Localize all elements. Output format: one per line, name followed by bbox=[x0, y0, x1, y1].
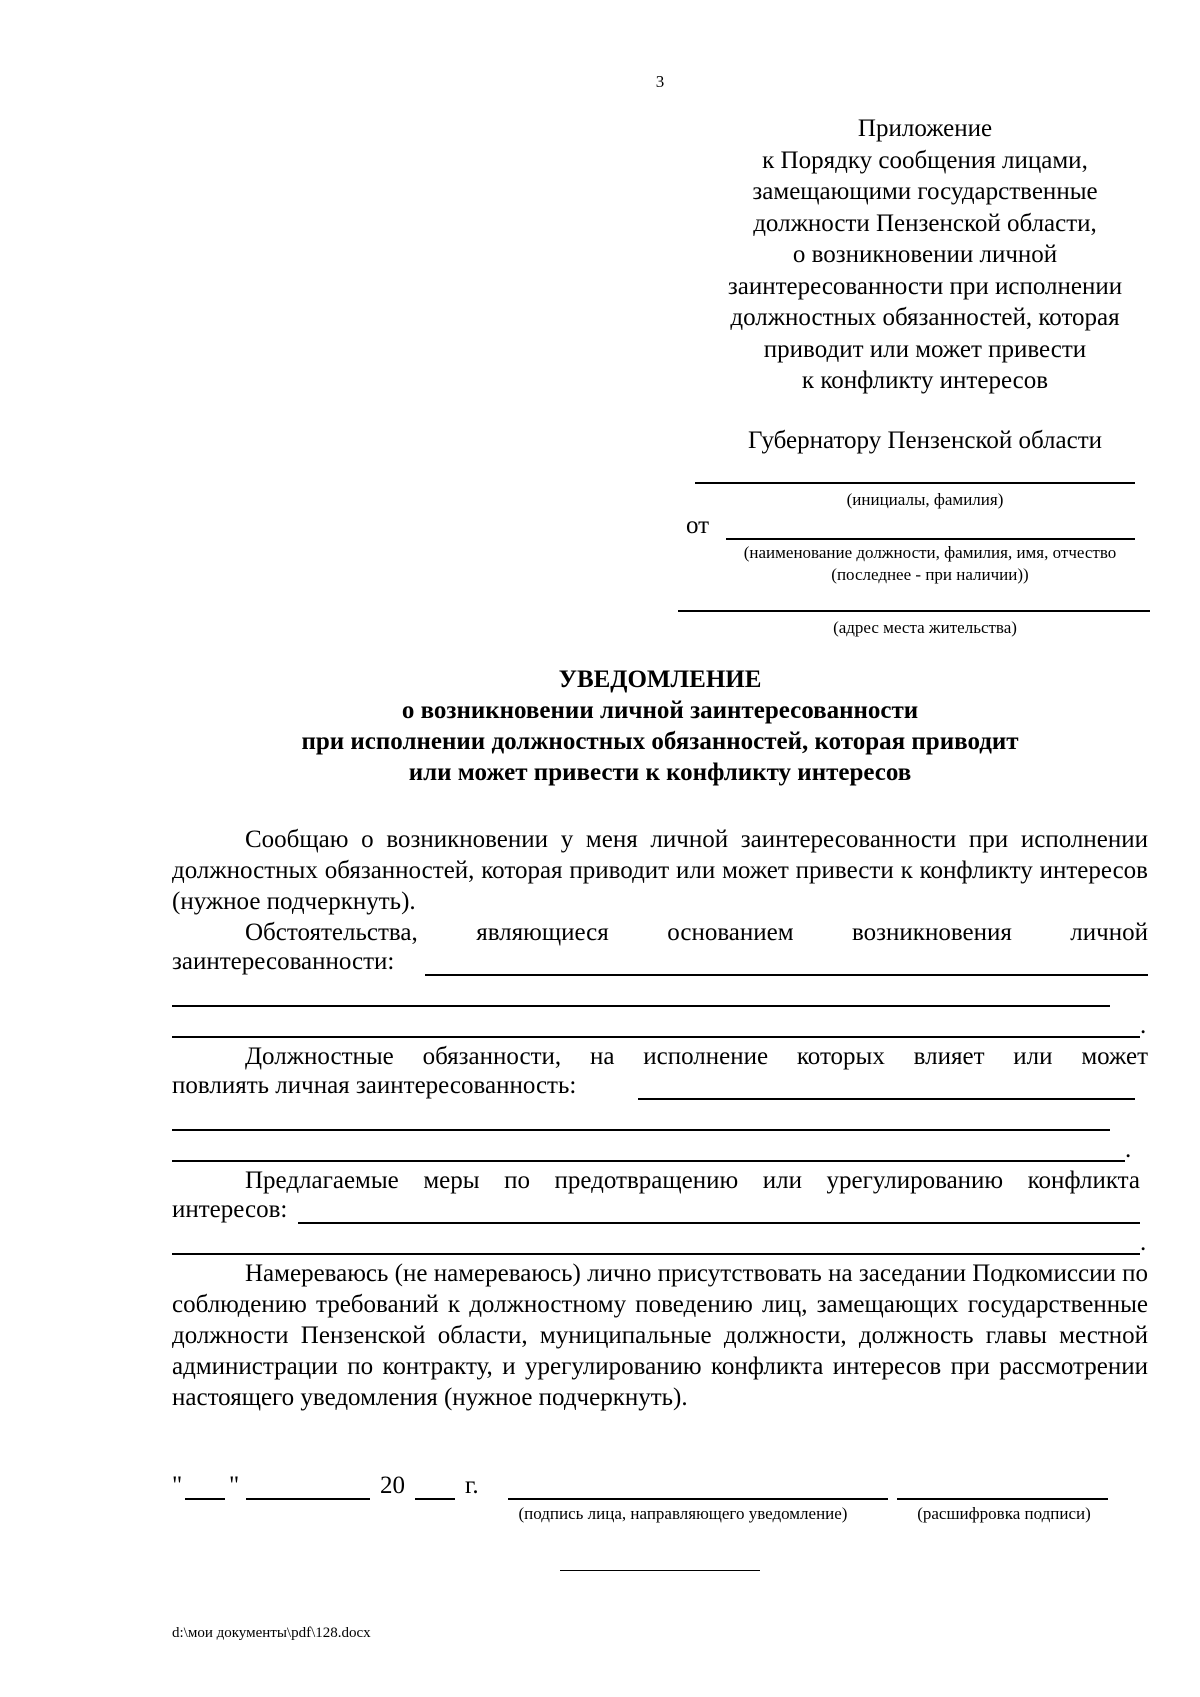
title-line: при исполнении должностных обязанностей, которая приводит bbox=[301, 728, 1019, 755]
initials-caption: (инициалы, фамилия) bbox=[846, 490, 1004, 509]
body-paragraph-5: Намереваюсь (не намереваюсь) лично присутствовать на заседании Подкомиссии по соблюдению требований к должностному поведению лиц, замещающих государственные должности Пензенской области, муниципальные должности, должность главы местной администрации по контракту, и урегулированию конфликта интересов при рассмотрении настоящего уведомления (нужное подчеркнуть). bbox=[172, 1260, 1148, 1411]
measures-line-2[interactable] bbox=[172, 1253, 1140, 1255]
signature-caption: (подпись лица, направляющего уведомление) bbox=[518, 1504, 848, 1523]
year-prefix: 20 bbox=[380, 1472, 405, 1499]
appendix-block bbox=[655, 113, 1195, 397]
appendix-line: о возникновении личной bbox=[792, 241, 1058, 268]
body-paragraph-3: Должностные обязанности, на исполнение которых влияет или может bbox=[245, 1043, 1148, 1070]
circumstances-line-1[interactable] bbox=[425, 974, 1148, 976]
decode-caption: (расшифровка подписи) bbox=[917, 1504, 1091, 1523]
appendix-line: должности Пензенской области, bbox=[753, 209, 1097, 237]
period: . bbox=[1125, 1136, 1132, 1163]
initials-line[interactable] bbox=[695, 482, 1135, 484]
footer-file-path: d:\мои документы\pdf\128.docx bbox=[172, 1625, 371, 1641]
address-caption: (адрес места жительства) bbox=[833, 618, 1017, 637]
closing-divider bbox=[560, 1570, 760, 1571]
title-line: о возникновении личной заинтересованности bbox=[401, 697, 919, 724]
addressee-title: Губернатору Пензенской области bbox=[747, 427, 1103, 454]
appendix-line: заинтересованности при исполнении bbox=[727, 272, 1123, 300]
circumstances-label: заинтересованности: bbox=[172, 948, 395, 975]
circumstances-line-3[interactable] bbox=[172, 1036, 1140, 1038]
decode-line[interactable] bbox=[897, 1498, 1108, 1500]
duties-label: повлиять личная заинтересованность: bbox=[172, 1072, 577, 1099]
page-number: 3 bbox=[655, 72, 665, 91]
appendix-line: приводит или может привести bbox=[763, 335, 1087, 363]
title-line: УВЕДОМЛЕНИЕ bbox=[558, 666, 762, 693]
year-suffix: г. bbox=[465, 1472, 479, 1499]
period: . bbox=[1140, 1229, 1147, 1256]
from-label: от bbox=[686, 512, 710, 539]
appendix-line: к Порядку сообщения лицами, bbox=[762, 146, 1088, 174]
from-caption bbox=[655, 542, 1200, 586]
year-line[interactable] bbox=[415, 1498, 455, 1500]
quote-open: " bbox=[172, 1472, 183, 1499]
signature-line[interactable] bbox=[508, 1498, 888, 1500]
measures-line-1[interactable] bbox=[298, 1222, 1140, 1224]
address-line[interactable] bbox=[678, 610, 1150, 612]
period: . bbox=[1140, 1012, 1147, 1039]
duties-line-1[interactable] bbox=[638, 1098, 1135, 1100]
title-line: или может привести к конфликту интересов bbox=[408, 759, 912, 786]
appendix-line: Приложение bbox=[857, 115, 993, 142]
circumstances-line-2[interactable] bbox=[172, 1005, 1110, 1007]
appendix-line: замещающими государственные bbox=[752, 178, 1098, 205]
from-caption-line: (наименование должности, фамилия, имя, отчество bbox=[743, 543, 1117, 562]
day-line[interactable] bbox=[185, 1498, 225, 1500]
body-paragraph-4: Предлагаемые меры по предотвращению или урегулированию конфликта bbox=[245, 1167, 1140, 1194]
appendix-line: к конфликту интересов bbox=[801, 367, 1049, 394]
from-caption-line: (последнее - при наличии)) bbox=[831, 565, 1029, 584]
quote-close: " bbox=[229, 1472, 240, 1499]
from-line[interactable] bbox=[726, 538, 1135, 540]
measures-label: интересов: bbox=[172, 1196, 288, 1223]
duties-line-3[interactable] bbox=[172, 1160, 1125, 1162]
body-paragraph-1: Сообщаю о возникновении у меня личной заинтересованности при исполнении должностных обязанностей, которая приводит или может привести к конфликту интересов (нужное подчеркнуть). bbox=[172, 826, 1148, 915]
month-line[interactable] bbox=[246, 1498, 370, 1500]
document-title bbox=[172, 664, 1148, 788]
body-paragraph-2: Обстоятельства, являющиеся основанием возникновения личной bbox=[245, 919, 1148, 946]
duties-line-2[interactable] bbox=[172, 1129, 1110, 1131]
appendix-line: должностных обязанностей, которая bbox=[730, 304, 1120, 331]
